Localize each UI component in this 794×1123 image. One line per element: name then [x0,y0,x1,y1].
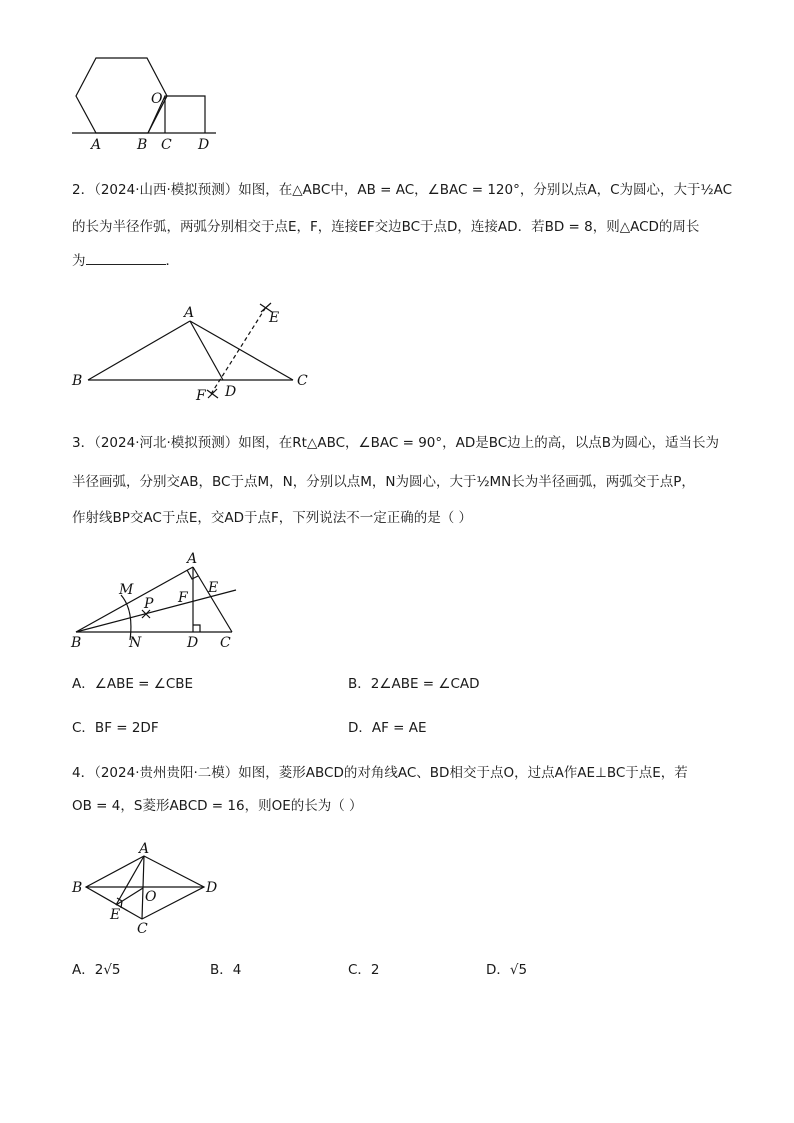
segment-BA [76,567,193,632]
q3-option-c[interactable]: C．BF = 2DF [72,720,159,736]
q3-option-a[interactable]: A．∠ABE = ∠CBE [72,676,194,692]
figure-hexagon-square [66,50,226,155]
q2-text-line2: 的长为半径作弧，两弧分别相交于点E，F，连接EF交边BC于点D，连接AD．若BD = 8，则△ACD的周长 [72,219,700,235]
label-D: D [198,137,210,153]
segment-AC [190,321,293,380]
segment-EF [211,307,266,394]
q3-text-line1: 3．（2024·河北·模拟预测）如图，在Rt△ABC，∠BAC = 90°，AD是BC边上的高，以点B为圆心，适当长为 [72,435,719,451]
label-E: E [110,907,121,923]
q3-option-d[interactable]: D．AF = AE [348,720,427,736]
label-B: B [137,137,148,153]
label-C: C [161,137,172,153]
label-P: P [144,596,154,612]
q2-text-line1: 2．（2024·山西·模拟预测）如图，在△ABC中，AB = AC，∠BAC = 120°，分别以点A，C为圆心，大于½AC [72,182,733,198]
label-D: D [225,384,237,400]
q2-prefix: 为 [72,253,86,269]
segment-OE [116,888,143,905]
label-C: C [220,635,231,651]
figure-q2-triangle [68,290,338,410]
ray-BP [76,590,236,632]
label-M: M [119,582,134,598]
label-B: B [71,635,82,651]
label-E: E [269,310,280,326]
figure-q4-rhombus [66,838,231,938]
q4-option-d[interactable]: D．√5 [486,962,528,978]
label-C: C [297,373,308,389]
label-B: B [72,373,83,389]
label-A: A [184,305,195,321]
label-D: D [187,635,199,651]
label-A: A [187,551,198,567]
label-A: A [139,841,150,857]
label-O: O [145,889,157,905]
label-F: F [196,388,206,404]
label-A: A [91,137,102,153]
q4-option-b[interactable]: B．4 [210,962,242,978]
square [165,96,205,133]
q3-option-b[interactable]: B．2∠ABE = ∠CAD [348,676,480,692]
q4-option-a[interactable]: A．2√5 [72,962,121,978]
q4-option-c[interactable]: C．2 [348,962,380,978]
q2-suffix: ． [165,253,179,269]
label-O: O [151,91,163,107]
label-D: D [206,880,218,896]
q4-text-line2: OB = 4，S菱形ABCD = 16，则OE的长为（ ） [72,798,363,814]
figure-q3-triangle [68,550,258,655]
label-C: C [137,921,148,937]
label-B: B [72,880,83,896]
q2-text-line3 [72,250,732,271]
q3-text-line2: 半径画弧，分别交AB，BC于点M，N，分别以点M，N为圆心，大于½MN长为半径画弧，两弧交于点P， [72,474,695,490]
label-E: E [208,580,219,596]
answer-blank[interactable] [86,250,166,265]
segment-BA [88,321,190,380]
q3-text-line3: 作射线BP交AC于点E，交AD于点F，下列说法不一定正确的是（ ） [72,510,473,526]
right-angle-D [193,625,200,632]
label-N: N [129,635,142,651]
q4-text-line1: 4．（2024·贵州贵阳·二模）如图，菱形ABCD的对角线AC、BD相交于点O，过点A作AE⊥BC于点E，若 [72,765,688,781]
label-F: F [178,590,188,606]
arc-mark-F [207,389,218,398]
